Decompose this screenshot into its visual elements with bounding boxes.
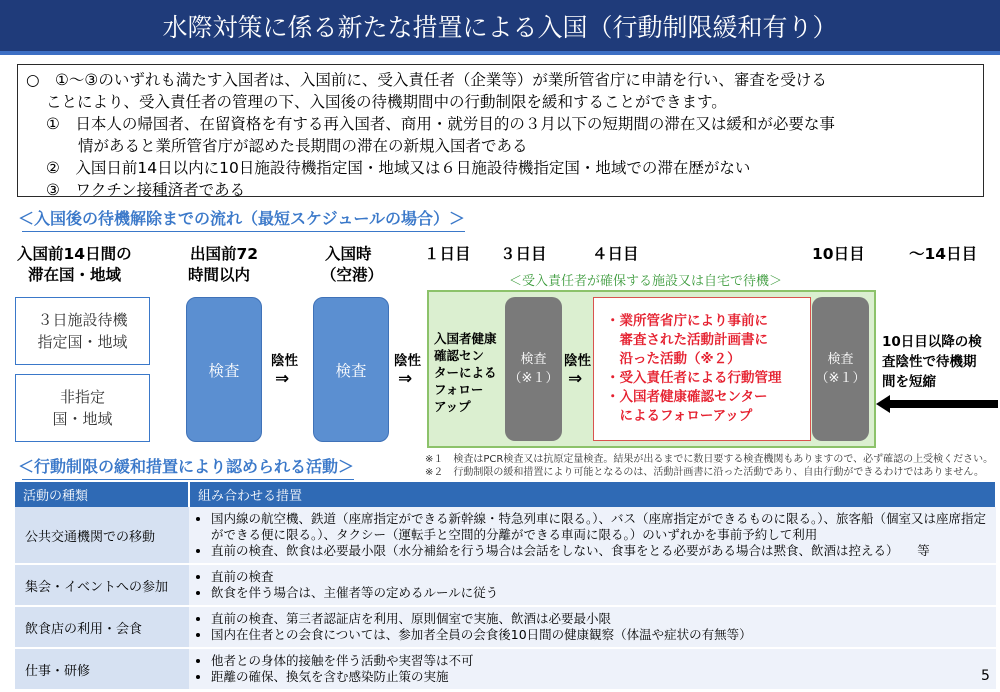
header-before14 xyxy=(17,244,132,286)
activity-category: 集会・イベントへの参加 xyxy=(15,564,189,606)
column-header-type: 活動の種類 xyxy=(15,482,189,507)
header-day3: ３日目 xyxy=(500,245,547,263)
condition-3: ③ ワクチン接種済者である xyxy=(46,181,246,199)
header-day1: １日目 xyxy=(424,245,471,263)
header-day4: ４日目 xyxy=(592,245,639,263)
activity-category: 飲食店の利用・会食 xyxy=(15,606,189,648)
negative-label: 陰性 xyxy=(394,353,421,369)
header-line: 出国前72 xyxy=(190,245,259,263)
footnote-2: ※２ 行動制限の緩和措置により可能となるのは、活動計画書に沿った活動であり、自由行動ができるわけではありません。 xyxy=(425,467,984,478)
table-row xyxy=(15,564,996,606)
intro-line: ○ ①～③のいずれも満たす入国者は、入国前に、受入責任者（企業等）が業所管省庁に申請を行い、審査を受ける xyxy=(26,71,827,89)
negative-label: 陰性 xyxy=(564,353,591,369)
table-header-row xyxy=(15,482,996,507)
footnote-1: ※１ 検査はPCR検査又は抗原定量検査。結果が出るまでに数日要する検査機関もありますので、必ず確認の上受検ください。 xyxy=(425,454,994,465)
condition-1: ① 日本人の帰国者、在留資格を有する再入国者、商用・就労目的の３月以下の短期間の滞在又は緩和が必要な事 xyxy=(46,115,835,133)
test-label: 検査 xyxy=(827,352,854,367)
header-day10: 10日目 xyxy=(812,245,865,263)
measure-item: • 直前の検査、第三者認証店を利用、原則個室で実施、飲酒は必要最小限 xyxy=(211,611,990,627)
activities-heading: ＜行動制限の緩和措置により認められる活動＞ xyxy=(18,454,354,477)
activity-line: ・受入責任者による行動管理 xyxy=(606,370,782,386)
test-note: （※１） xyxy=(508,371,559,386)
health-center-line: フォロー xyxy=(434,382,484,397)
header-dep72 xyxy=(188,244,258,286)
country-line: 指定国・地域 xyxy=(37,333,128,351)
header-line: （空港） xyxy=(321,266,384,284)
flow-heading: ＜入国後の待機解除までの流れ（最短スケジュールの場合）＞ xyxy=(18,206,465,229)
footnotes xyxy=(425,453,993,479)
column-header-measures: 組み合わせる措置 xyxy=(189,482,996,507)
measure-item: • 距離の確保、換気を含む感染防止策の実施 xyxy=(211,669,990,685)
country-line: 非指定 xyxy=(59,388,105,406)
measure-item: • 国内在住者との会食については、参加者全員の会食後10日間の健康観察（体温や症状の有無等） xyxy=(211,627,990,643)
activity-measures xyxy=(189,564,996,606)
country-line: 国・地域 xyxy=(52,410,113,428)
shorten-wait-text xyxy=(882,332,982,392)
activity-measures xyxy=(189,606,996,648)
country-line: ３日施設待機 xyxy=(37,311,128,329)
health-center-line: 確認セン xyxy=(434,348,485,363)
table-row xyxy=(15,507,996,564)
activity-measures xyxy=(189,507,996,564)
activity-line: ・入国者健康確認センター xyxy=(606,389,768,405)
header-line: 入国前14日間の xyxy=(17,245,132,263)
activity-line: によるフォローアップ xyxy=(606,408,753,424)
test-note: （※１） xyxy=(815,371,866,386)
negative-label: 陰性 xyxy=(271,353,298,369)
right-arrow-icon: ⇒ xyxy=(568,369,583,389)
health-center-line: アップ xyxy=(434,399,471,414)
test-label: 検査 xyxy=(520,352,547,367)
measure-item: • 直前の検査、飲食は必要最小限（水分補給を行う場合は会話をしない、食事をとる必要がある場合は黙食、飲酒は控える） 等 xyxy=(211,543,990,559)
table-row xyxy=(15,606,996,648)
shorten-line: 間を短縮 xyxy=(882,374,936,390)
right-arrow-icon: ⇒ xyxy=(275,369,290,389)
country-none-box xyxy=(15,374,150,442)
page-title xyxy=(0,0,1000,55)
measure-item: • 直前の検査 xyxy=(211,569,990,585)
right-arrow-icon: ⇒ xyxy=(398,369,413,389)
health-center-line: ターによる xyxy=(434,365,497,380)
header-line: 入国時 xyxy=(325,245,372,263)
activity-measures xyxy=(189,648,996,690)
page-title-text: 水際対策に係る新たな措置による入国（行動制限緩和有り） xyxy=(162,12,838,42)
page-number: 5 xyxy=(981,668,990,684)
shorten-line: 査陰性で待機期 xyxy=(882,354,977,370)
condition-1-cont: 情があると業所管省庁が認めた長期間の滞在の新規入国者である xyxy=(78,137,528,155)
activities-table xyxy=(15,482,997,691)
test-box-arrival xyxy=(313,297,389,442)
test-label: 検査 xyxy=(208,361,240,380)
allowed-activities-box xyxy=(593,297,811,441)
measure-item: • 国内線の航空機、鉄道（座席指定ができる新幹線・特急列車に限る。）、バス（座席指定ができるものに限る。）、旅客船（個室又は座席指定ができる便に限る。）、タクシー（運転手と空間的分離ができる車両に限る。）のいずれかを事前予約して利用 xyxy=(211,511,990,543)
header-line: 滞在国・地域 xyxy=(28,266,122,284)
measure-item: • 他者との身体的接触を伴う活動や実習等は不可 xyxy=(211,653,990,669)
test-box-departure xyxy=(186,297,262,442)
country-3day-box xyxy=(15,297,150,365)
health-center-line: 入国者健康 xyxy=(434,331,497,346)
measure-item: • 飲食を伴う場合は、主催者等の定めるルールに従う xyxy=(211,585,990,601)
test-box-day10 xyxy=(812,297,869,441)
header-day14: ～14日目 xyxy=(909,245,978,263)
test-box-day3 xyxy=(505,297,562,441)
shorten-line: 10日目以降の検 xyxy=(882,334,982,350)
activity-line: 審査された活動計画書に xyxy=(606,332,768,348)
health-center-text xyxy=(434,330,497,415)
header-arrival xyxy=(321,244,383,286)
facility-label: ＜受入責任者が確保する施設又は自宅で待機＞ xyxy=(509,274,783,289)
activity-category: 仕事・研修 xyxy=(15,648,189,690)
test-label: 検査 xyxy=(335,361,367,380)
condition-2: ② 入国日前14日以内に10日施設待機指定国・地域又は６日施設待機指定国・地域での滞在歴がない xyxy=(46,159,751,177)
intro-line: ことにより、受入責任者の管理の下、入国後の待機期間中の行動制限を緩和することができます。 xyxy=(46,93,727,111)
activity-line: ・業所管省庁により事前に xyxy=(606,313,768,329)
left-arrow-icon xyxy=(874,394,1000,414)
activity-line: 沿った活動（※２） xyxy=(606,351,741,367)
table-row xyxy=(15,648,996,690)
header-line: 時間以内 xyxy=(188,266,251,284)
activity-category: 公共交通機関での移動 xyxy=(15,507,189,564)
intro-box xyxy=(17,64,984,197)
